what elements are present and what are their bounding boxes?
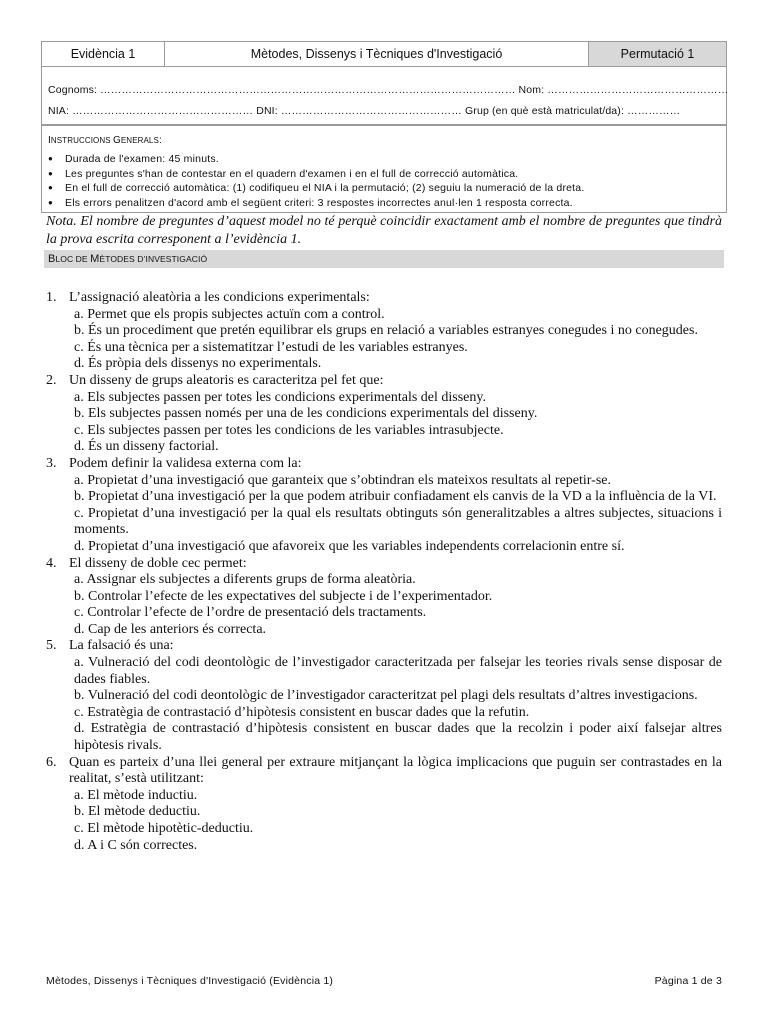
answer-option: c. Controlar l’efecte de l’ordre de presentació dels tractaments. xyxy=(74,605,427,621)
question-6 xyxy=(46,755,722,855)
answer-option: b. Propietat d’una investigació per la que podem atribuir confiadament els canvis de la VD a la influència de la VI. xyxy=(74,489,717,505)
answer-option: a. Vulneració del codi deontològic de l’investigador caracteritzada per falsejar les teories rivals sense disposar de dades fiables. xyxy=(74,655,722,687)
answer-option: a. Propietat d’una investigació que garanteix que s’obtindran els mateixos resultats al repetir-se. xyxy=(74,472,611,488)
question-number: 5. xyxy=(46,638,57,654)
answer-option: b. Controlar l’efecte de les expectatives del subjecte i de l’experimentador. xyxy=(74,588,493,604)
exam-note: Nota. El nombre de preguntes d’aquest model no té perquè coincidir exactament amb el nombre de preguntes que tindrà la prova escrita corresponent a l’evidència 1. xyxy=(46,214,722,247)
course-title: Mètodes, Dissenys i Tècniques d'Investigació xyxy=(165,42,589,66)
answer-option: c. Els subjectes passen per totes les condicions de les variables intrasubjecte. xyxy=(74,422,504,438)
question-number: 2. xyxy=(46,372,57,388)
question-5 xyxy=(46,638,722,754)
answer-option: a. El mètode inductiu. xyxy=(74,787,198,803)
student-info-line-surname-name: Cognoms: ……………………………………………………………………………………………………… Nom: …………………………………………… xyxy=(48,84,729,96)
question-list xyxy=(46,290,722,854)
student-info-line-ids: NIA: …………………………………………… DNI: …………………………………………… Grup (en què està matriculat/da): …………… xyxy=(48,105,681,117)
instructions-list xyxy=(48,152,584,210)
instruction-item: ● Durada de l'examen: 45 minuts. xyxy=(48,153,219,166)
permutation-label: Permutació 1 xyxy=(589,42,726,66)
question-stem: Quan es parteix d’una llei general per extraure mitjançant la lògica implicacions que puguin ser contrastades en la realitat, s’està utilitzant: xyxy=(69,754,722,787)
instruction-item: ● Les preguntes s'han de contestar en el quadern d'examen i en el full de correcció automàtica. xyxy=(48,167,519,180)
question-number: 6. xyxy=(46,754,57,770)
instruction-item: ● Els errors penalitzen d'acord amb el següent criteri: 3 respostes incorrectes anul·len 1 resposta correcta. xyxy=(48,196,573,209)
answer-option: a. Els subjectes passen per totes les condicions experimentals del disseny. xyxy=(74,389,486,405)
question-2 xyxy=(46,373,722,456)
bullet-icon: ● xyxy=(48,168,54,178)
question-stem: El disseny de doble cec permet: xyxy=(69,555,247,571)
answer-option: b. Vulneració del codi deontològic de l’investigador caracteritzat pel plagi dels resultats d’altres investigacions. xyxy=(74,688,698,704)
answer-option: d. És un disseny factorial. xyxy=(74,439,219,455)
question-1 xyxy=(46,290,722,373)
section-heading: BLOC DE MÈTODES D’INVESTIGACIÓ xyxy=(44,250,724,268)
bullet-icon: ● xyxy=(48,183,54,192)
answer-option: d. Cap de les anteriors és correcta. xyxy=(74,621,267,637)
instruction-item: ● En el full de correcció automàtica: (1) codifiqueu el NIA i la permutació; (2) seguiu la numeració de la dreta. xyxy=(48,182,585,195)
evidence-label: Evidència 1 xyxy=(42,42,165,66)
answer-option: a. Permet que els propis subjectes actuïn com a control. xyxy=(74,306,385,322)
footer-course-title: Mètodes, Dissenys i Tècniques d'Investigació (Evidència 1) xyxy=(46,975,334,987)
question-stem: La falsació és una: xyxy=(69,638,174,654)
answer-option: b. El mètode deductiu. xyxy=(74,804,201,820)
exam-header xyxy=(41,41,727,67)
student-info-box xyxy=(41,67,727,125)
page-footer xyxy=(46,975,722,987)
page-number: Pàgina 1 de 3 xyxy=(654,975,722,987)
answer-option: b. Els subjectes passen només per una de les condicions experimentals del disseny. xyxy=(74,406,538,422)
bullet-icon: ● xyxy=(48,197,54,207)
bullet-icon: ● xyxy=(48,154,54,163)
answer-option: c. És una tècnica per a sistematitzar l’estudi de les variables estranyes. xyxy=(74,339,468,355)
instructions-box xyxy=(41,125,727,213)
question-stem: Podem definir la validesa externa com la: xyxy=(69,455,302,471)
question-number: 3. xyxy=(46,455,57,471)
answer-option: d. A i C són correctes. xyxy=(74,837,198,853)
answer-option: c. Estratègia de contrastació d’hipòtesis consistent en buscar dades que la refutin. xyxy=(74,704,530,720)
question-3 xyxy=(46,456,722,556)
answer-option: a. Assignar els subjectes a diferents grups de forma aleatòria. xyxy=(74,572,416,588)
answer-option: b. És un procediment que pretén equilibrar els grups en relació a variables estranyes conegudes i no conegudes. xyxy=(74,323,698,339)
question-number: 1. xyxy=(46,290,57,305)
answer-option: d. Estratègia de contrastació d’hipòtesis consistent en buscar dades que la recolzin i poder així falsejar altres hipòtesis rivals. xyxy=(74,721,722,754)
question-stem: L’assignació aleatòria a les condicions experimentals: xyxy=(69,290,370,305)
answer-option: d. Propietat d’una investigació que afavoreix que les variables independents correlacionin entre sí. xyxy=(74,538,625,554)
answer-option: c. Propietat d’una investigació per la qual els resultats obtinguts són generalitzables a altres subjectes, situacions i moments. xyxy=(74,505,722,538)
instructions-title: INSTRUCCIONS GENERALS: xyxy=(48,135,162,146)
answer-option: c. El mètode hipotètic-deductiu. xyxy=(74,821,254,836)
question-stem: Un disseny de grups aleatoris es caracteritza pel fet que: xyxy=(69,372,384,388)
question-number: 4. xyxy=(46,555,57,571)
answer-option: d. És pròpia dels dissenys no experimentals. xyxy=(74,356,322,372)
question-4 xyxy=(46,556,722,639)
